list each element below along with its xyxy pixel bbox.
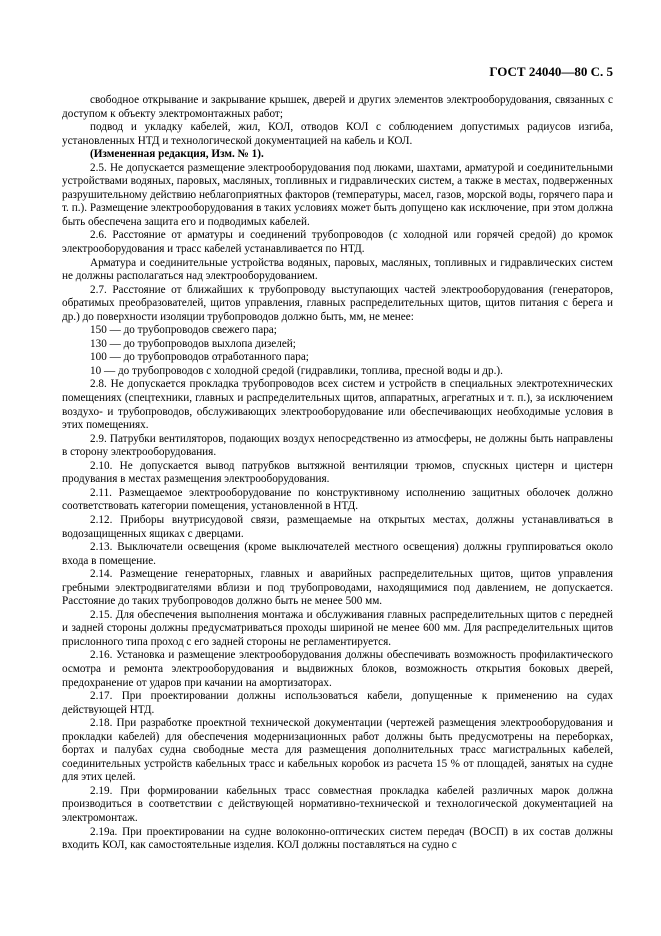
- page-header: ГОСТ 24040—80 С. 5: [489, 64, 613, 79]
- paragraph: 2.13. Выключатели освещения (кроме выключателей местного освещения) должны группироваться около входа в помещение.: [62, 541, 613, 567]
- list-item: 150 — до трубопроводов свежего пара;: [90, 324, 277, 337]
- list-item: 130 — до трубопроводов выхлопа дизелей;: [90, 337, 296, 350]
- paragraph: подвод и укладку кабелей, жил, КОЛ, отводов КОЛ с соблюдением допустимых радиусов изгиба, установленных НТД и технологической документацией на кабель и КОЛ.: [62, 121, 613, 147]
- paragraph: 2.8. Не допускается прокладка трубопроводов всех систем и устройств в специальных электротехнических помещениях (спецтехники, главных и распределительных щитов, аппаратных, агрегатных и т. п.), за исключением воздухо- и трубопроводов, обслуживающих электрооборудование или обеспечивающих необходимые условия в этих помещениях.: [62, 378, 613, 432]
- paragraph: 2.19. При формировании кабельных трасс совместная прокладка кабелей различных марок должна производиться в соответствии с действующей нормативно-технической и технологической документацией на электромонтаж.: [62, 784, 613, 824]
- paragraph: 2.15. Для обеспечения выполнения монтажа и обслуживания главных распределительных щитов с передней и задней стороны должны предусматриваться проходы шириной не менее 600 мм. Для распределительных щитов прислонного типа проход с его задней стороны не регламентируется.: [62, 608, 613, 648]
- paragraph: 2.6. Расстояние от арматуры и соединений трубопроводов (с холодной или горячей средой) до кромок электрооборудования и трасс кабелей устанавливается по НТД.: [62, 229, 613, 256]
- paragraph: 2.7. Расстояние от ближайших к трубопроводу выступающих частей электрооборудования (генераторов, обратимых преобразователей, щитов управления, главных распределительных щитов, щитов питания с берега и др.) до поверхности изоляции трубопроводов должно быть, мм, не менее:: [62, 283, 613, 323]
- list-item: 100 — до трубопроводов отработанного пара;: [90, 351, 309, 364]
- paragraph: 2.9. Патрубки вентиляторов, подающих воздух непосредственно из атмосферы, не должны быть направлены в сторону электрооборудования.: [62, 432, 613, 459]
- list-item: 10 — до трубопроводов с холодной средой (гидравлики, топлива, пресной воды и др.).: [90, 364, 503, 377]
- paragraph: 2.16. Установка и размещение электрооборудования должны обеспечивать возможность профилактического осмотра и ремонта электрооборудования и выдвижных блоков, возможность открытия боковых дверей, предохранение от ударов при качании на амортизаторах.: [62, 649, 613, 689]
- paragraph: 2.12. Приборы внутрисудовой связи, размещаемые на открытых местах, должны устанавливаться в водозащищенных ящиках с дверцами.: [62, 513, 613, 540]
- paragraph: свободное открывание и закрывание крышек, дверей и других элементов электрооборудования, связанных с доступом к объекту электромонтажных работ;: [62, 94, 613, 120]
- paragraph: 2.19а. При проектировании на судне волоконно-оптических систем передач (ВОСП) в их состав должны входить КОЛ, как самостоятельные изделия. КОЛ должны поставляться на судно с: [62, 825, 613, 852]
- paragraph: 2.10. Не допускается вывод патрубков вытяжной вентиляции трюмов, спускных цистерн и цистерн продувания в местах размещения электрооборудования.: [62, 459, 613, 486]
- paragraph: 2.17. При проектировании должны использоваться кабели, допущенные к применению на судах действующей НТД.: [62, 690, 613, 716]
- paragraph: 2.5. Не допускается размещение электрооборудования под люками, шахтами, арматурой и соединительными устройствами водяных, паровых, масляных, топливных и гидравлических систем, а также в местах, подверженных разрушительному действию неблагоприятных факторов (температуры, масел, газов, морской воды, горячего пара и т. п.). Размещение электрооборудования в таких условиях может быть допущено как исключение, при этом должна быть обеспечена защита его и подводимых кабелей.: [62, 161, 613, 228]
- paragraph: 2.14. Размещение генераторных, главных и аварийных распределительных щитов, щитов управления гребными электродвигателями вблизи и под трубопроводами, находящимися под давлением, не допускается. Расстояние до таких трубопроводов должно быть не менее 500 мм.: [62, 568, 613, 608]
- paragraph: Арматура и соединительные устройства водяных, паровых, масляных, топливных и гидравлических систем не должны располагаться над электрооборудованием.: [62, 256, 613, 283]
- paragraph: 2.18. При разработке проектной технической документации (чертежей размещения электрооборудования и прокладки кабелей) для обеспечения модернизационных работ должны быть предусмотрены на переборках, бортах и палубах судна свободные места для размещения дополнительных трасс магистральных кабелей, соединительных устройств кабельных трасс и кабельных коробок из расчета 15 % от площадей, занятых на судне для этих целей.: [62, 717, 613, 784]
- paragraph: 2.11. Размещаемое электрооборудование по конструктивному исполнению защитных оболочек должно соответствовать категории помещения, установленной в НТД.: [62, 486, 613, 513]
- amendment-note: (Измененная редакция, Изм. № 1).: [90, 148, 264, 161]
- document-body: [62, 94, 613, 853]
